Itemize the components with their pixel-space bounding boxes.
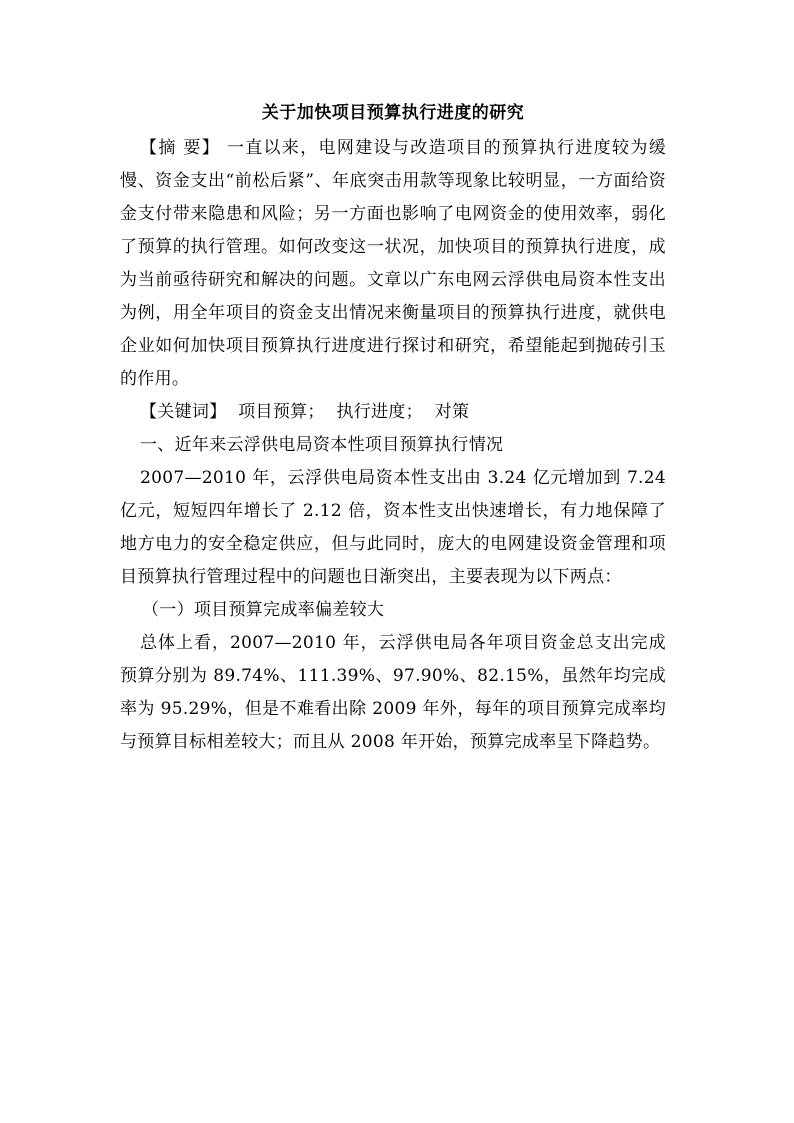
abstract-text: 一直以来，电网建设与改造项目的预算执行进度较为缓慢、资金支出“前松后紧”、年底突击用款等现象比较明显，一方面给资金支付带来隐患和风险；另一方面也影响了电网资金的使用效率，弱化了预算的执行管理。如何改变这一状况，加快项目的预算执行进度，成为当前亟待研究和解决的问题。文章以广东电网云浮供电局资本性支出为例，用全年项目的资金支出情况来衡量项目的预算执行进度，就供电企业如何加快项目预算执行进度进行探讨和研究，希望能起到抛砖引玉的作用。 [120,138,666,389]
section-1-heading: 一、近年来云浮供电局资本性项目预算执行情况 [140,435,504,455]
subsection-1-heading: （一）项目预算完成率偏差较大 [142,600,385,620]
keyword-1: 项目预算； [238,402,325,422]
keyword-2: 执行进度； [336,402,423,422]
abstract-paragraph [120,132,666,396]
section-1-paragraph: 2007—2010 年，云浮供电局资本性支出由 3.24 亿元增加到 7.24 亿元，短短四年增长了 2.12 倍，资本性支出快速增长，有力地保障了地方电力的安全稳定供应，但与此同时，庞大的电网建设资金管理和项目预算执行管理过程中的问题也日渐突出，主要表现为以下两点： [120,468,666,587]
keywords-line [120,396,666,429]
keyword-3: 对策 [434,402,470,422]
document-title: 关于加快项目预算执行进度的研究 [261,103,525,123]
subsection-1-paragraph: 总体上看，2007—2010 年，云浮供电局各年项目资金总支出完成预算分别为 89.74%、111.39%、97.90%、82.15%，虽然年均完成率为 95.29%，但是不难看出除 2009 年外，每年的项目预算完成率均与预算目标相差较大；而且从 2008 年开始，预算完成率呈下降趋势。 [120,633,666,752]
document-page [120,100,666,759]
keywords-label: 【关键词】 [140,402,227,422]
abstract-label: 【摘 要】 [140,138,221,158]
